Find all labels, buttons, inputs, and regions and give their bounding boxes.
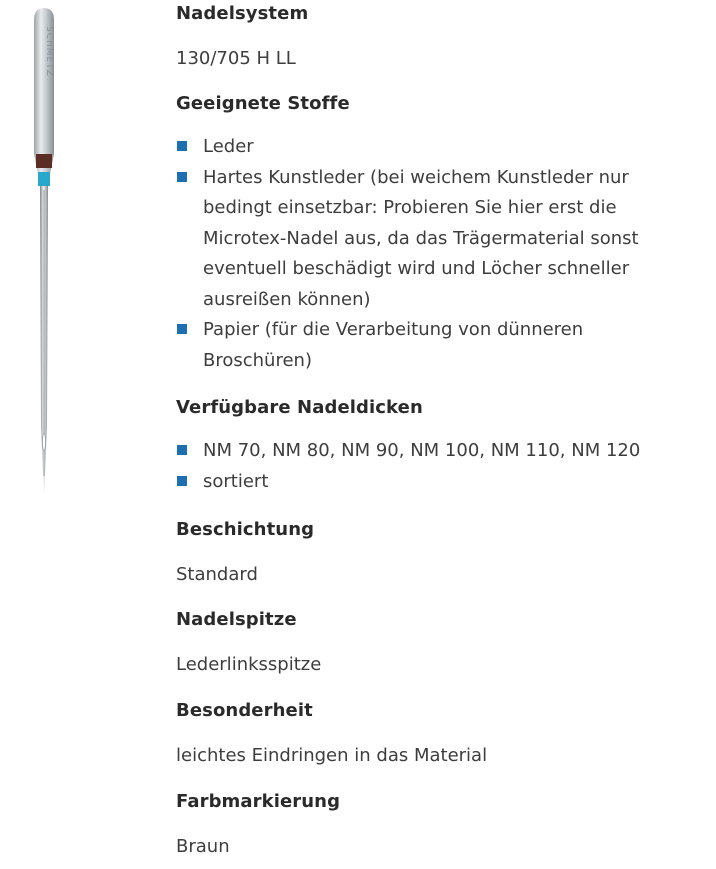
value-nadelspitze: Lederlinksspitze (176, 654, 322, 675)
value-farbmarkierung: Braun (176, 836, 230, 857)
list-item: Hartes Kunstleder (bei weichem Kunstleder nur bedingt einsetzbar: Probieren Sie hier erst die Microtex-Nadel aus, da das Trägermaterial sonst eventuell beschädigt wird und Löcher schneller ausreißen können) (176, 163, 696, 316)
heading-nadelspitze: Nadelspitze (176, 609, 297, 630)
heading-geeignete-stoffe: Geeignete Stoffe (176, 93, 350, 114)
needle-image (24, 6, 68, 498)
value-nadelsystem: 130/705 H LL (176, 48, 296, 69)
value-beschichtung: Standard (176, 564, 258, 585)
heading-verfuegbare-nadeldicken: Verfügbare Nadeldicken (176, 397, 423, 418)
heading-beschichtung: Beschichtung (176, 519, 315, 540)
bullet-icon (177, 445, 187, 455)
needle-color-band-blue (38, 172, 50, 186)
needle-brand-label: SCHMETZ (44, 26, 54, 77)
list-item: Leder (176, 132, 696, 163)
list-item: sortiert (176, 467, 708, 498)
list-item: Papier (für die Verarbeitung von dünneren Broschüren) (176, 315, 696, 376)
heading-nadelsystem: Nadelsystem (176, 3, 309, 24)
list-geeignete-stoffe (176, 132, 696, 376)
bullet-icon (177, 141, 187, 151)
bullet-icon (177, 324, 187, 334)
list-nadeldicken (176, 436, 708, 497)
list-item: NM 70, NM 80, NM 90, NM 100, NM 110, NM 120 (176, 436, 708, 467)
needle-color-band-brown (36, 154, 52, 168)
heading-farbmarkierung: Farbmarkierung (176, 791, 341, 812)
heading-besonderheit: Besonderheit (176, 700, 313, 721)
value-besonderheit: leichtes Eindringen in das Material (176, 745, 488, 766)
bullet-icon (177, 476, 187, 486)
bullet-icon (177, 172, 187, 182)
